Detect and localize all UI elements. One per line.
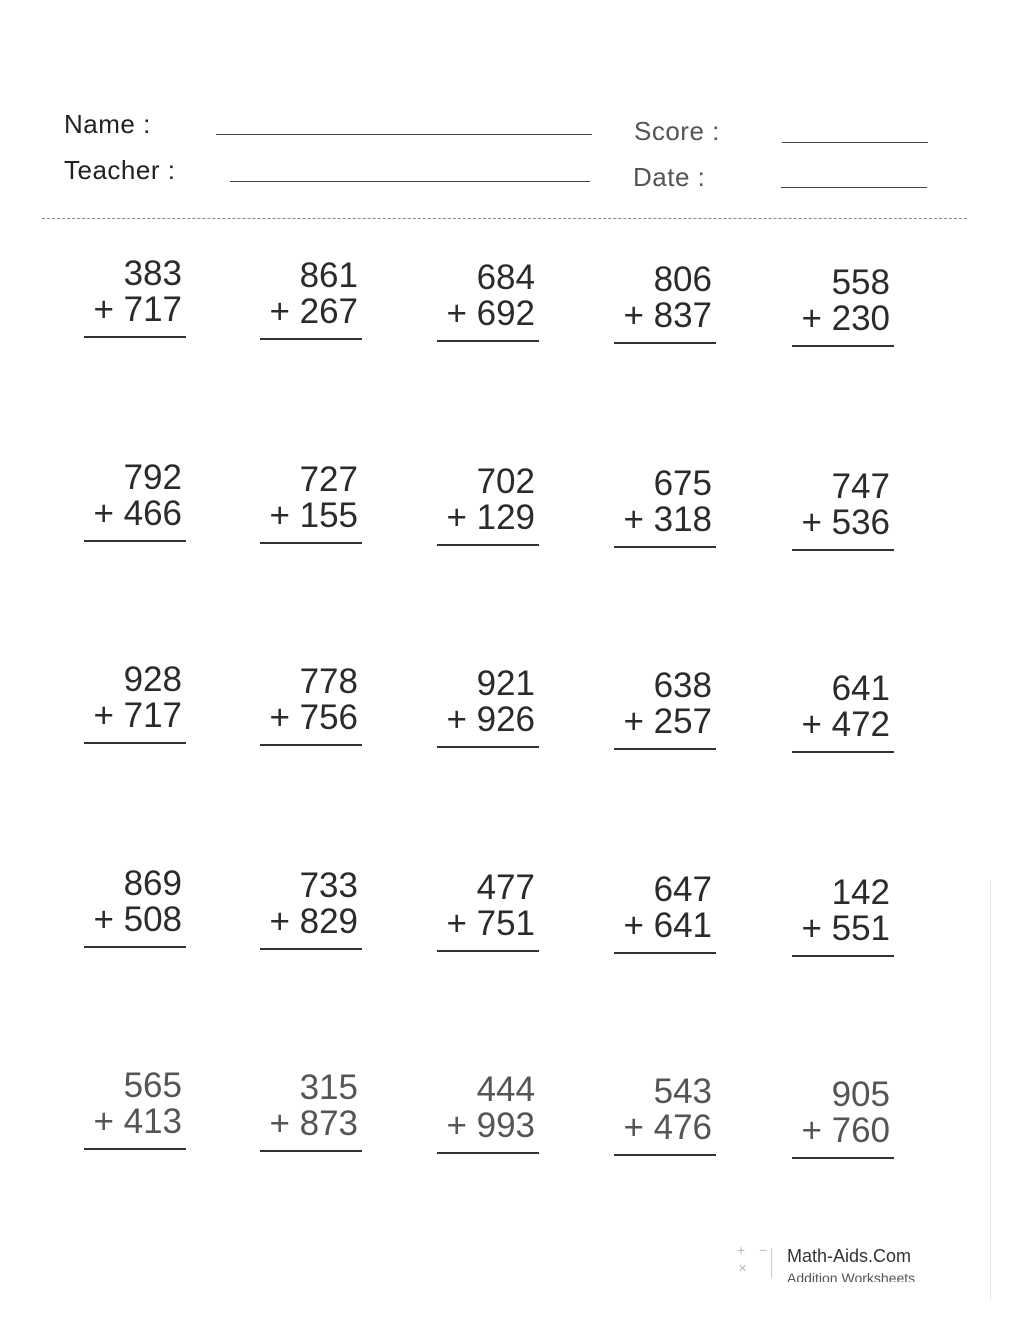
problem-top-number: 444 bbox=[476, 1070, 535, 1109]
addition-problem bbox=[612, 262, 716, 362]
problem-bottom-number: + 129 bbox=[446, 498, 535, 537]
problem-top-number: 383 bbox=[123, 254, 182, 293]
answer-line[interactable] bbox=[792, 549, 894, 551]
addition-problem bbox=[790, 875, 894, 975]
problem-top-number: 641 bbox=[831, 669, 890, 708]
problem-bottom-number: + 993 bbox=[446, 1106, 535, 1145]
problem-bottom-number: + 873 bbox=[269, 1104, 358, 1143]
problem-top-number: 315 bbox=[299, 1068, 358, 1107]
problem-bottom-number: + 230 bbox=[801, 299, 890, 338]
answer-line[interactable] bbox=[260, 1150, 362, 1152]
problem-top-number: 543 bbox=[653, 1072, 712, 1111]
answer-line[interactable] bbox=[792, 955, 894, 957]
problem-top-number: 869 bbox=[123, 864, 182, 903]
answer-line[interactable] bbox=[437, 1152, 539, 1154]
problem-top-number: 861 bbox=[299, 256, 358, 295]
problem-bottom-number: + 472 bbox=[801, 705, 890, 744]
addition-problem bbox=[82, 460, 186, 560]
problem-bottom-number: + 476 bbox=[623, 1108, 712, 1147]
addition-problem bbox=[790, 469, 894, 569]
logo-divider bbox=[771, 1248, 772, 1278]
problem-bottom-number: + 717 bbox=[93, 290, 182, 329]
problem-bottom-number: + 267 bbox=[269, 292, 358, 331]
addition-problem bbox=[435, 666, 539, 766]
problem-bottom-number: + 551 bbox=[801, 909, 890, 948]
problem-top-number: 477 bbox=[476, 868, 535, 907]
addition-problem bbox=[790, 1077, 894, 1177]
answer-line[interactable] bbox=[260, 948, 362, 950]
problem-bottom-number: + 756 bbox=[269, 698, 358, 737]
addition-problem bbox=[435, 870, 539, 970]
answer-line[interactable] bbox=[792, 1157, 894, 1159]
answer-line[interactable] bbox=[792, 751, 894, 753]
name-field[interactable] bbox=[216, 134, 592, 135]
problem-top-number: 921 bbox=[476, 664, 535, 703]
answer-line[interactable] bbox=[792, 345, 894, 347]
header-divider bbox=[42, 218, 967, 219]
answer-line[interactable] bbox=[614, 748, 716, 750]
score-field[interactable] bbox=[782, 142, 928, 143]
problem-top-number: 727 bbox=[299, 460, 358, 499]
answer-line[interactable] bbox=[614, 342, 716, 344]
addition-problem bbox=[258, 1070, 362, 1170]
problem-bottom-number: + 155 bbox=[269, 496, 358, 535]
problem-bottom-number: + 508 bbox=[93, 900, 182, 939]
addition-problem bbox=[612, 668, 716, 768]
addition-problem bbox=[435, 260, 539, 360]
addition-problem bbox=[790, 265, 894, 365]
answer-line[interactable] bbox=[437, 746, 539, 748]
footer-brand: Math-Aids.Com bbox=[787, 1246, 912, 1266]
date-label: Date : bbox=[633, 162, 706, 192]
answer-line[interactable] bbox=[84, 1148, 186, 1150]
answer-line[interactable] bbox=[84, 946, 186, 948]
problem-top-number: 905 bbox=[831, 1075, 890, 1114]
addition-problem bbox=[82, 1068, 186, 1168]
problem-top-number: 142 bbox=[831, 873, 890, 912]
date-field[interactable] bbox=[781, 187, 927, 188]
answer-line[interactable] bbox=[614, 952, 716, 954]
problem-bottom-number: + 829 bbox=[269, 902, 358, 941]
times-icon: ✕ bbox=[738, 1263, 748, 1275]
answer-line[interactable] bbox=[260, 542, 362, 544]
problem-bottom-number: + 318 bbox=[623, 500, 712, 539]
score-label: Score : bbox=[634, 116, 720, 146]
addition-problem bbox=[790, 671, 894, 771]
addition-problem bbox=[82, 662, 186, 762]
problem-top-number: 638 bbox=[653, 666, 712, 705]
problem-bottom-number: + 717 bbox=[93, 696, 182, 735]
problem-top-number: 684 bbox=[476, 258, 535, 297]
problem-bottom-number: + 926 bbox=[446, 700, 535, 739]
problem-top-number: 647 bbox=[653, 870, 712, 909]
addition-problem bbox=[258, 868, 362, 968]
teacher-field[interactable] bbox=[230, 181, 590, 182]
addition-problem bbox=[258, 664, 362, 764]
addition-problem bbox=[435, 464, 539, 564]
problem-bottom-number: + 837 bbox=[623, 296, 712, 335]
answer-line[interactable] bbox=[84, 742, 186, 744]
name-label: Name : bbox=[64, 109, 151, 139]
addition-problem bbox=[82, 866, 186, 966]
addition-problem bbox=[612, 872, 716, 972]
footer bbox=[735, 1242, 955, 1282]
problem-top-number: 778 bbox=[299, 662, 358, 701]
addition-problem bbox=[435, 1072, 539, 1172]
minus-icon: − bbox=[759, 1242, 768, 1258]
problem-top-number: 806 bbox=[653, 260, 712, 299]
addition-problem bbox=[612, 466, 716, 566]
problem-bottom-number: + 413 bbox=[93, 1102, 182, 1141]
answer-line[interactable] bbox=[437, 340, 539, 342]
problem-top-number: 928 bbox=[123, 660, 182, 699]
answer-line[interactable] bbox=[84, 336, 186, 338]
answer-line[interactable] bbox=[84, 540, 186, 542]
problem-top-number: 733 bbox=[299, 866, 358, 905]
teacher-label: Teacher : bbox=[64, 155, 176, 185]
answer-line[interactable] bbox=[260, 744, 362, 746]
problem-bottom-number: + 257 bbox=[623, 702, 712, 741]
addition-problem bbox=[612, 1074, 716, 1174]
addition-problem bbox=[258, 258, 362, 358]
math-ops-logo bbox=[735, 1242, 775, 1282]
problem-top-number: 792 bbox=[123, 458, 182, 497]
problem-top-number: 565 bbox=[123, 1066, 182, 1105]
addition-problem bbox=[258, 462, 362, 562]
problem-bottom-number: + 760 bbox=[801, 1111, 890, 1150]
problem-top-number: 702 bbox=[476, 462, 535, 501]
answer-line[interactable] bbox=[614, 546, 716, 548]
problem-top-number: 558 bbox=[831, 263, 890, 302]
answer-line[interactable] bbox=[437, 950, 539, 952]
page-edge bbox=[990, 880, 991, 1300]
answer-line[interactable] bbox=[614, 1154, 716, 1156]
addition-problem bbox=[82, 256, 186, 356]
problem-bottom-number: + 692 bbox=[446, 294, 535, 333]
problem-top-number: 747 bbox=[831, 467, 890, 506]
problem-top-number: 675 bbox=[653, 464, 712, 503]
problem-bottom-number: + 466 bbox=[93, 494, 182, 533]
problem-bottom-number: + 641 bbox=[623, 906, 712, 945]
footer-subtitle: Addition Worksheets bbox=[787, 1270, 916, 1282]
answer-line[interactable] bbox=[260, 338, 362, 340]
answer-line[interactable] bbox=[437, 544, 539, 546]
plus-icon: + bbox=[737, 1242, 746, 1258]
problem-bottom-number: + 751 bbox=[446, 904, 535, 943]
problem-bottom-number: + 536 bbox=[801, 503, 890, 542]
